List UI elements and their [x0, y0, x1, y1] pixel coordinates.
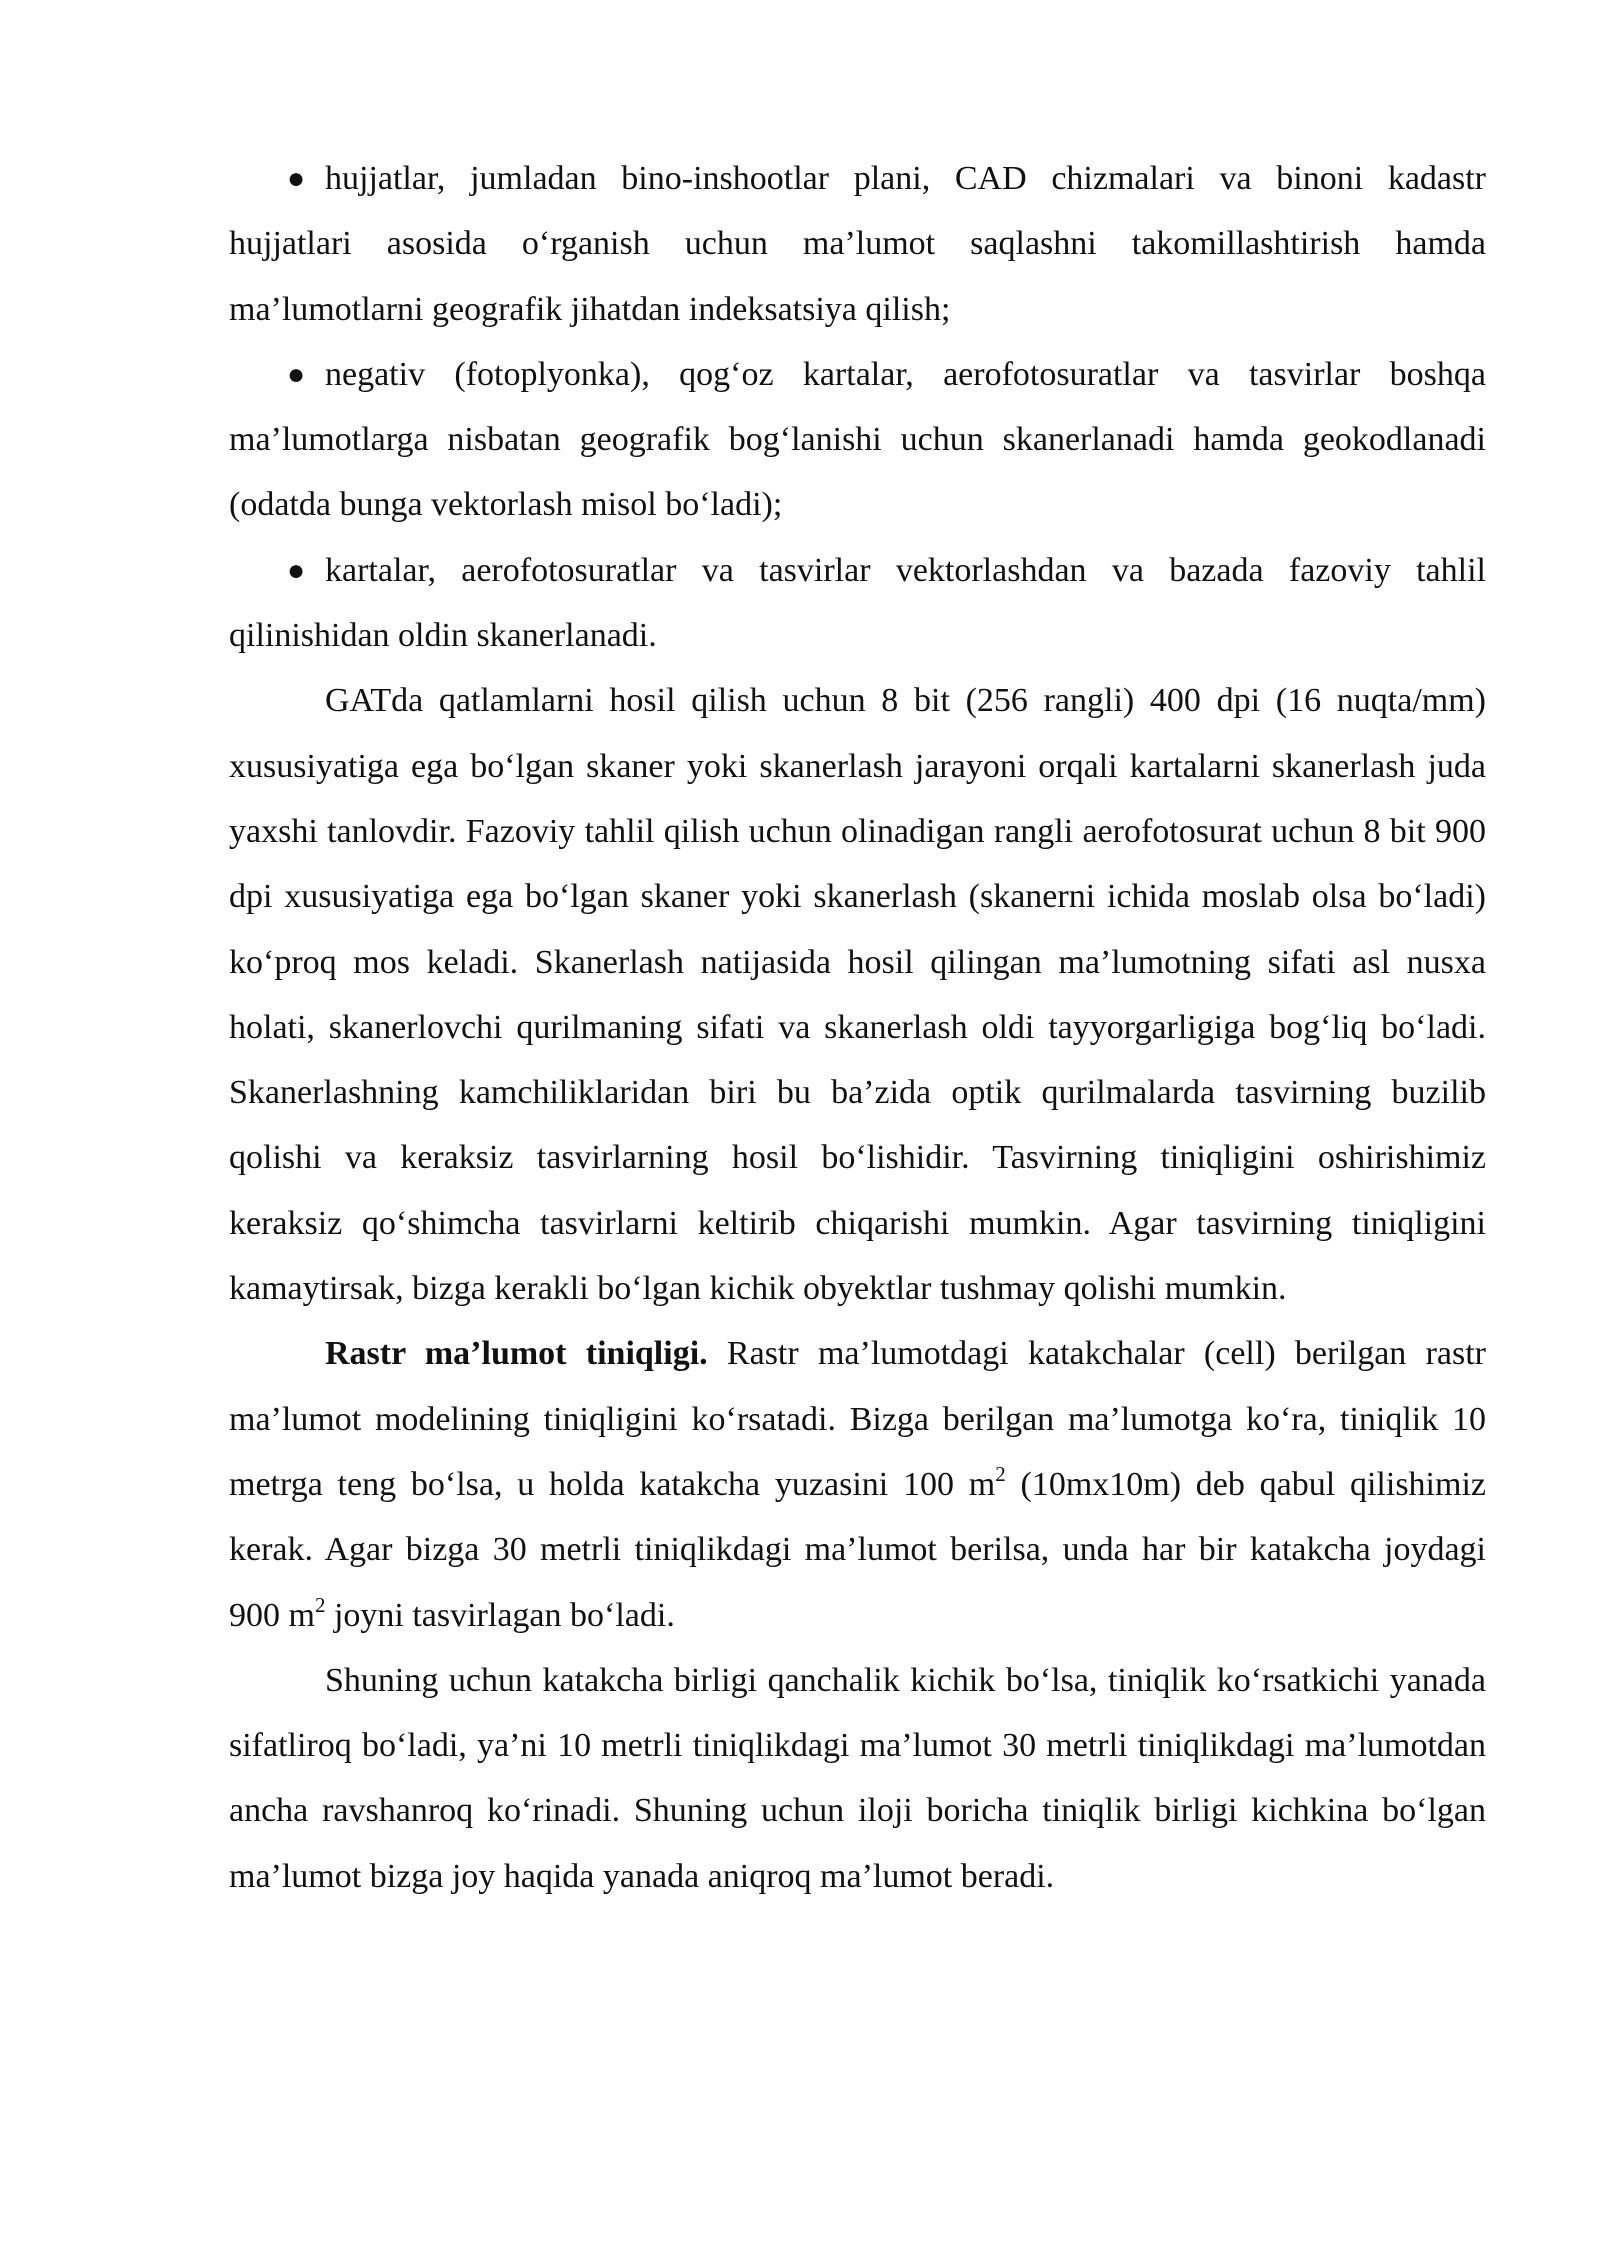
superscript: 2	[995, 1461, 1006, 1486]
bullet-icon: ●	[287, 357, 306, 391]
bullet-text: negativ (fotoplyonka), qog‘oz kartalar, aerofotosuratlar va tasvirlar boshqa ma’lumotlarga nisbatan geografik bog‘lanishi uchun skanerlanadi hamda geokodlanadi (odatda bunga vektorlash misol bo‘ladi);	[229, 355, 1486, 524]
bullet-text: kartalar, aerofotosuratlar va tasvirlar vektorlashdan va bazada fazoviy tahlil qilinishidan oldin skanerlanadi.	[229, 551, 1486, 655]
conclusion-paragraph: Shuning uchun katakcha birligi qanchalik kichik bo‘lsa, tiniqlik ko‘rsatkichi yanada sifatliroq bo‘ladi, ya’ni 10 metrli tiniqlikdagi ma’lumot 30 metrli tiniqlikdagi ma’lumotdan ancha ravshanroq ko‘rinadi. Shuning uchun iloji boricha tiniqlik birligi kichkina bo‘lgan ma’lumot bizga joy haqida yanada aniqroq ma’lumot beradi.	[229, 1661, 1486, 1895]
bullet-item	[229, 146, 1486, 342]
scanning-paragraph: GATda qatlamlarni hosil qilish uchun 8 bit (256 rangli) 400 dpi (16 nuqta/mm) xususiyatiga ega bo‘lgan skaner yoki skanerlash jarayoni orqali kartalarni skanerlash juda yaxshi tanlovdir. Fazoviy tahlil qilish uchun olinadigan rangli aerofotosurat uchun 8 bit 900 dpi xususiyatiga ega bo‘lgan skaner yoki skanerlash (skanerni ichida moslab olsa bo‘ladi) ko‘proq mos keladi. Skanerlash natijasida hosil qilingan ma’lumotning sifati asl nusxa holati, skanerlovchi qurilmaning sifati va skanerlash oldi tayyorgarligiga bog‘liq bo‘ladi. Skanerlashning kamchiliklaridan biri bu ba’zida optik qurilmalarda tasvirning buzilib qolishi va keraksiz tasvirlarning hosil bo‘lishidir. Tasvirning tiniqligini oshirishimiz keraksiz qo‘shimcha tasvirlarni keltirib chiqarishi mumkin. Agar tasvirning tiniqligini kamaytirsak, bizga kerakli bo‘lgan kichik obyektlar tushmay qolishi mumkin.	[229, 682, 1486, 1308]
section-heading: Rastr ma’lumot tiniqligi.	[325, 1335, 708, 1373]
bullet-icon: ●	[287, 162, 306, 195]
paragraph-text: joyni tasvirlagan bo‘ladi.	[325, 1596, 675, 1634]
bullet-icon: ●	[287, 553, 306, 587]
bullet-text: hujjatlar, jumladan bino-inshootlar plani, CAD chizmalari va binoni kadastr hujjatlari asosida o‘rganish uchun ma’lumot saqlashni takomillashtirish hamda ma’lumotlarni geografik jihatdan indeksatsiya qilish;	[229, 160, 1486, 328]
paragraph-text: (10mx10m) deb qabul qilishimiz kerak. Agar bizga 30 metrli tiniqlikdagi ma’lumot berilsa, unda har bir katakcha joydagi 900 m	[229, 1465, 1486, 1634]
document-page	[229, 146, 1486, 1909]
bullet-item	[229, 342, 1486, 538]
resolution-paragraph	[229, 1321, 1486, 1647]
superscript: 2	[314, 1592, 326, 1617]
bullet-item	[229, 538, 1486, 669]
paragraph-text: Rastr ma’lumotdagi katakchalar (cell) berilgan rastr ma’lumot modelining tiniqligini ko‘rsatadi. Bizga berilgan ma’lumotga ko‘ra, tiniqlik 10 metrga teng bo‘lsa, u holda katakcha yuzasini 100 m	[229, 1335, 1486, 1503]
